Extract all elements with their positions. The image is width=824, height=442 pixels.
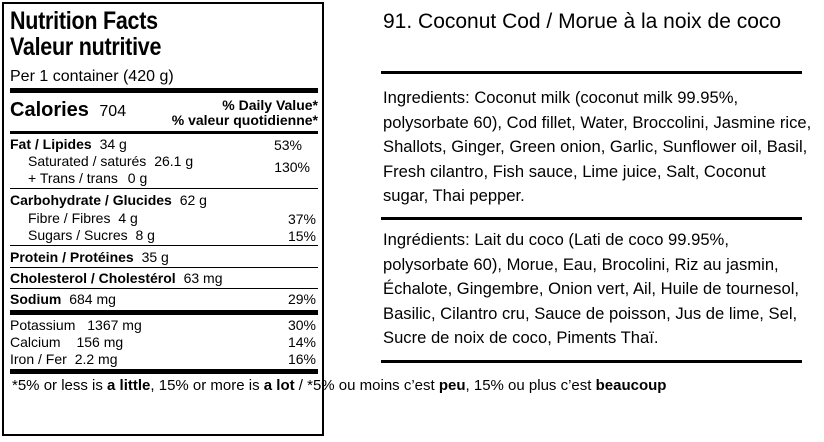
calcium-amount: 156 mg	[76, 334, 124, 350]
cholesterol-label: Cholesterol / Cholestérol	[10, 270, 176, 286]
footnote-bold-4: beaucoup	[595, 377, 667, 394]
iron-label: Iron / Fer	[10, 351, 67, 367]
footnote-bold-3: peu	[438, 377, 466, 394]
serving-size: 1 container (420 g)	[39, 68, 174, 85]
daily-value-footnote	[12, 376, 667, 395]
fat-amount: 34 g	[99, 136, 127, 152]
rule-thick-top	[10, 88, 318, 93]
footnote-bold-1: a little	[107, 377, 151, 394]
potassium-label: Potassium	[10, 317, 76, 333]
rule-thick-bottom	[10, 369, 318, 374]
carb-amount: 62 g	[179, 192, 207, 208]
fibre-pct: 37%	[287, 211, 316, 227]
protein-label: Protein / Protéines	[10, 249, 134, 265]
footnote-text-4: , 15% ou plus c’est	[465, 377, 596, 394]
rule-under-ingredients	[381, 360, 802, 363]
dv-star-en: *	[312, 97, 318, 113]
row-sodium	[10, 292, 116, 307]
rule-cholesterol	[10, 288, 318, 289]
calories-label: Calories	[10, 99, 89, 121]
iron-pct: 16%	[287, 351, 316, 367]
serving-line	[10, 68, 174, 85]
sugars-pct: 15%	[287, 228, 316, 244]
row-calcium	[10, 335, 123, 350]
row-cholesterol	[10, 271, 223, 286]
row-fat	[10, 137, 127, 152]
footnote-text-3: / *5% ou moins c’est	[294, 377, 439, 394]
calcium-label: Calcium	[10, 334, 61, 350]
fat-label: Fat / Lipides	[10, 136, 92, 152]
potassium-pct: 30%	[287, 317, 316, 333]
saturated-amount: 26.1 g	[154, 153, 194, 169]
row-carbohydrate	[10, 193, 207, 208]
footnote-star: *	[12, 377, 18, 394]
sugars-label: Sugars / Sucres	[28, 227, 128, 243]
saturated-pct: 130%	[274, 159, 310, 175]
sodium-pct: 29%	[287, 291, 316, 307]
rule-carb	[10, 245, 318, 246]
rule-thick-mid	[10, 310, 318, 315]
trans-label: + Trans / trans	[28, 170, 118, 186]
row-saturated	[28, 154, 193, 169]
product-title: 91. Coconut Cod / Morue à la noix de coco	[383, 10, 782, 33]
sugars-amount: 8 g	[135, 227, 155, 243]
rule-under-title	[381, 71, 802, 74]
sodium-label: Sodium	[10, 291, 62, 307]
sodium-amount: 684 mg	[69, 291, 116, 307]
cholesterol-amount: 63 mg	[183, 270, 223, 286]
per-label: Per	[10, 68, 35, 85]
saturated-label: Saturated / saturés	[28, 153, 147, 169]
row-fibre	[28, 211, 138, 226]
row-protein	[10, 250, 169, 265]
fat-pct: 53%	[273, 137, 302, 153]
ingredients-english: Ingredients: Coconut milk (coconut milk 99.95%, polysorbate 60), Cod fillet, Water, Broccolini, Jasmine rice, Shallots, Ginger, Green onion, Garlic, Sunflower oil, Basil, Fresh cilantro, Fish sauce, Lime juice, Salt, Coconut sugar, Thai pepper.	[383, 88, 812, 205]
protein-amount: 35 g	[141, 249, 169, 265]
potassium-amount: 1367 mg	[87, 317, 142, 333]
iron-amount: 2.2 mg	[74, 351, 118, 367]
calcium-pct: 14%	[287, 334, 316, 350]
label-title-en: Nutrition Facts	[10, 7, 158, 35]
fibre-label: Fibre / Fibres	[28, 210, 111, 226]
dv-en: % Daily Value	[222, 97, 313, 113]
dv-star-fr: *	[312, 112, 318, 128]
footnote-text-1: 5% or less is	[17, 377, 108, 394]
rule-protein	[10, 267, 318, 268]
rule-between-ingredients	[381, 217, 802, 220]
daily-value-header	[172, 98, 318, 128]
trans-amount: 0 g	[127, 170, 148, 186]
footnote-text-2: , 15% or more is	[150, 377, 264, 394]
label-title-fr: Valeur nutritive	[10, 33, 162, 61]
row-iron	[10, 352, 118, 367]
ingredients-french: Ingrédients: Lait du coco (Lati de coco 99.95%, polysorbate 60), Morue, Eau, Brocolini, Riz au jasmin, Échalote, Gingembre, Onion vert, Ail, Huile de tournesol, Basilic, Cilantro cru, Sauce de poisson, Jus de lime, Sel, Sucre de noix de coco, Piments Thaï.	[383, 230, 799, 347]
fibre-amount: 4 g	[118, 210, 138, 226]
row-sugars	[28, 228, 155, 243]
rule-calories	[10, 131, 318, 134]
carb-label: Carbohydrate / Glucides	[10, 192, 172, 208]
dv-fr: % valeur quotidienne	[171, 112, 313, 128]
calories-line	[10, 99, 126, 121]
rule-fat	[10, 188, 318, 189]
row-trans	[28, 171, 147, 186]
calories-value: 704	[99, 103, 127, 120]
footnote-bold-2: a lot	[263, 377, 295, 394]
row-potassium	[10, 318, 142, 333]
